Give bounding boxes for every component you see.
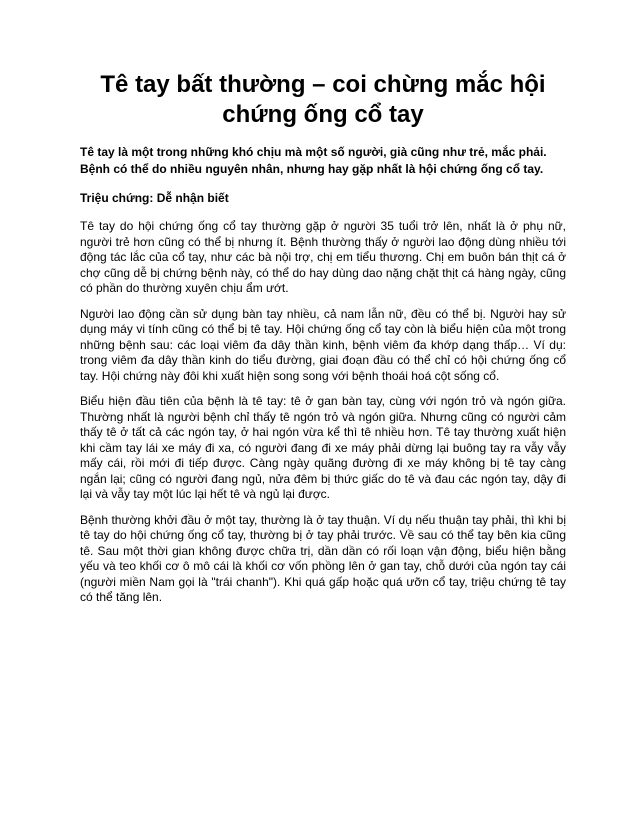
body-paragraph-1: Tê tay do hội chứng ống cổ tay thường gặp ở người 35 tuổi trở lên, nhất là ở phụ nữ, người trẻ hơn cũng có thể bị nhưng ít. Bệnh thường thấy ở người lao động dùng nhiều tới động tác lắc của cổ tay, như các bà nội trợ, chị em tiểu thương. Chị em buôn bán thịt cá ở chợ cũng dễ bị chứng bệnh này, có thể do hay dùng dao nặng chặt thịt cá hàng ngày, cũng có phần do thường xuyên chịu ẩm ướt. xyxy=(80,219,566,295)
document-page xyxy=(80,70,566,616)
document-title: Tê tay bất thường – coi chừng mắc hội chứng ống cổ tay xyxy=(100,71,546,128)
body-paragraph-3: Biểu hiện đầu tiên của bệnh là tê tay: tê ở gan bàn tay, cùng với ngón trỏ và ngón giữa. Thường nhất là người bệnh chỉ thấy tê ngón trỏ và ngón giữa. Nhưng cũng có người cảm thấy tê ở tất cả các ngón tay, ở hai ngón vừa kể thì tê nhiều hơn. Tê tay thường xuất hiện khi cầm tay lái xe máy đi xa, có người đang đi xe máy phải dừng lại buông tay ra vẫy vẫy mấy cái, rồi mới đi tiếp được. Càng ngày quãng đường đi xe máy không bị tê tay càng ngắn lại; cũng có người đang ngủ, nửa đêm bị thức giấc do tê và đau các ngón tay, dậy đi lại và vẫy tay một lúc lại hết tê và ngủ lại được. xyxy=(80,394,566,501)
section-heading: Triệu chứng: Dễ nhận biết xyxy=(80,191,229,205)
body-paragraph-4: Bệnh thường khởi đầu ở một tay, thường là ở tay thuận. Ví dụ nếu thuận tay phải, thì khi bị tê tay do hội chứng ống cổ tay, thường bị ở tay phải trước. Về sau có thể tay bên kia cũng tê. Sau một thời gian không được chữa trị, dần dần có rối loạn vận động, biểu hiện bằng yếu và teo khối cơ ô mô cái là khối cơ vốn phồng lên ở gan tay, chỗ dưới của ngón tay cái (người miền Nam gọi là "trái chanh"). Khi quá gấp hoặc quá ưỡn cổ tay, triệu chứng tê tay có thể tăng lên. xyxy=(80,512,566,604)
body-paragraph-2: Người lao động cần sử dụng bàn tay nhiều, cả nam lẫn nữ, đều có thể bị. Người hay sử dụng máy vi tính cũng có thể bị tê tay. Hội chứng ống cổ tay còn là biểu hiện của một trong những bệnh sau: các loại viêm đa dây thần kinh, bệnh viêm đa khớp dạng thấp… Ví dụ: trong viêm đa dây thần kinh do tiểu đường, giai đoạn đầu có thể chỉ có hội chứng ống cổ tay. Hội chứng này đôi khi xuất hiện song song với bệnh thoái hoá cột sống cổ. xyxy=(80,306,566,383)
lead-paragraph: Tê tay là một trong những khó chịu mà một số người, già cũng như trẻ, mắc phải. Bệnh có thể do nhiều nguyên nhân, nhưng hay gặp nhất là hội chứng ống cổ tay. xyxy=(80,145,547,176)
